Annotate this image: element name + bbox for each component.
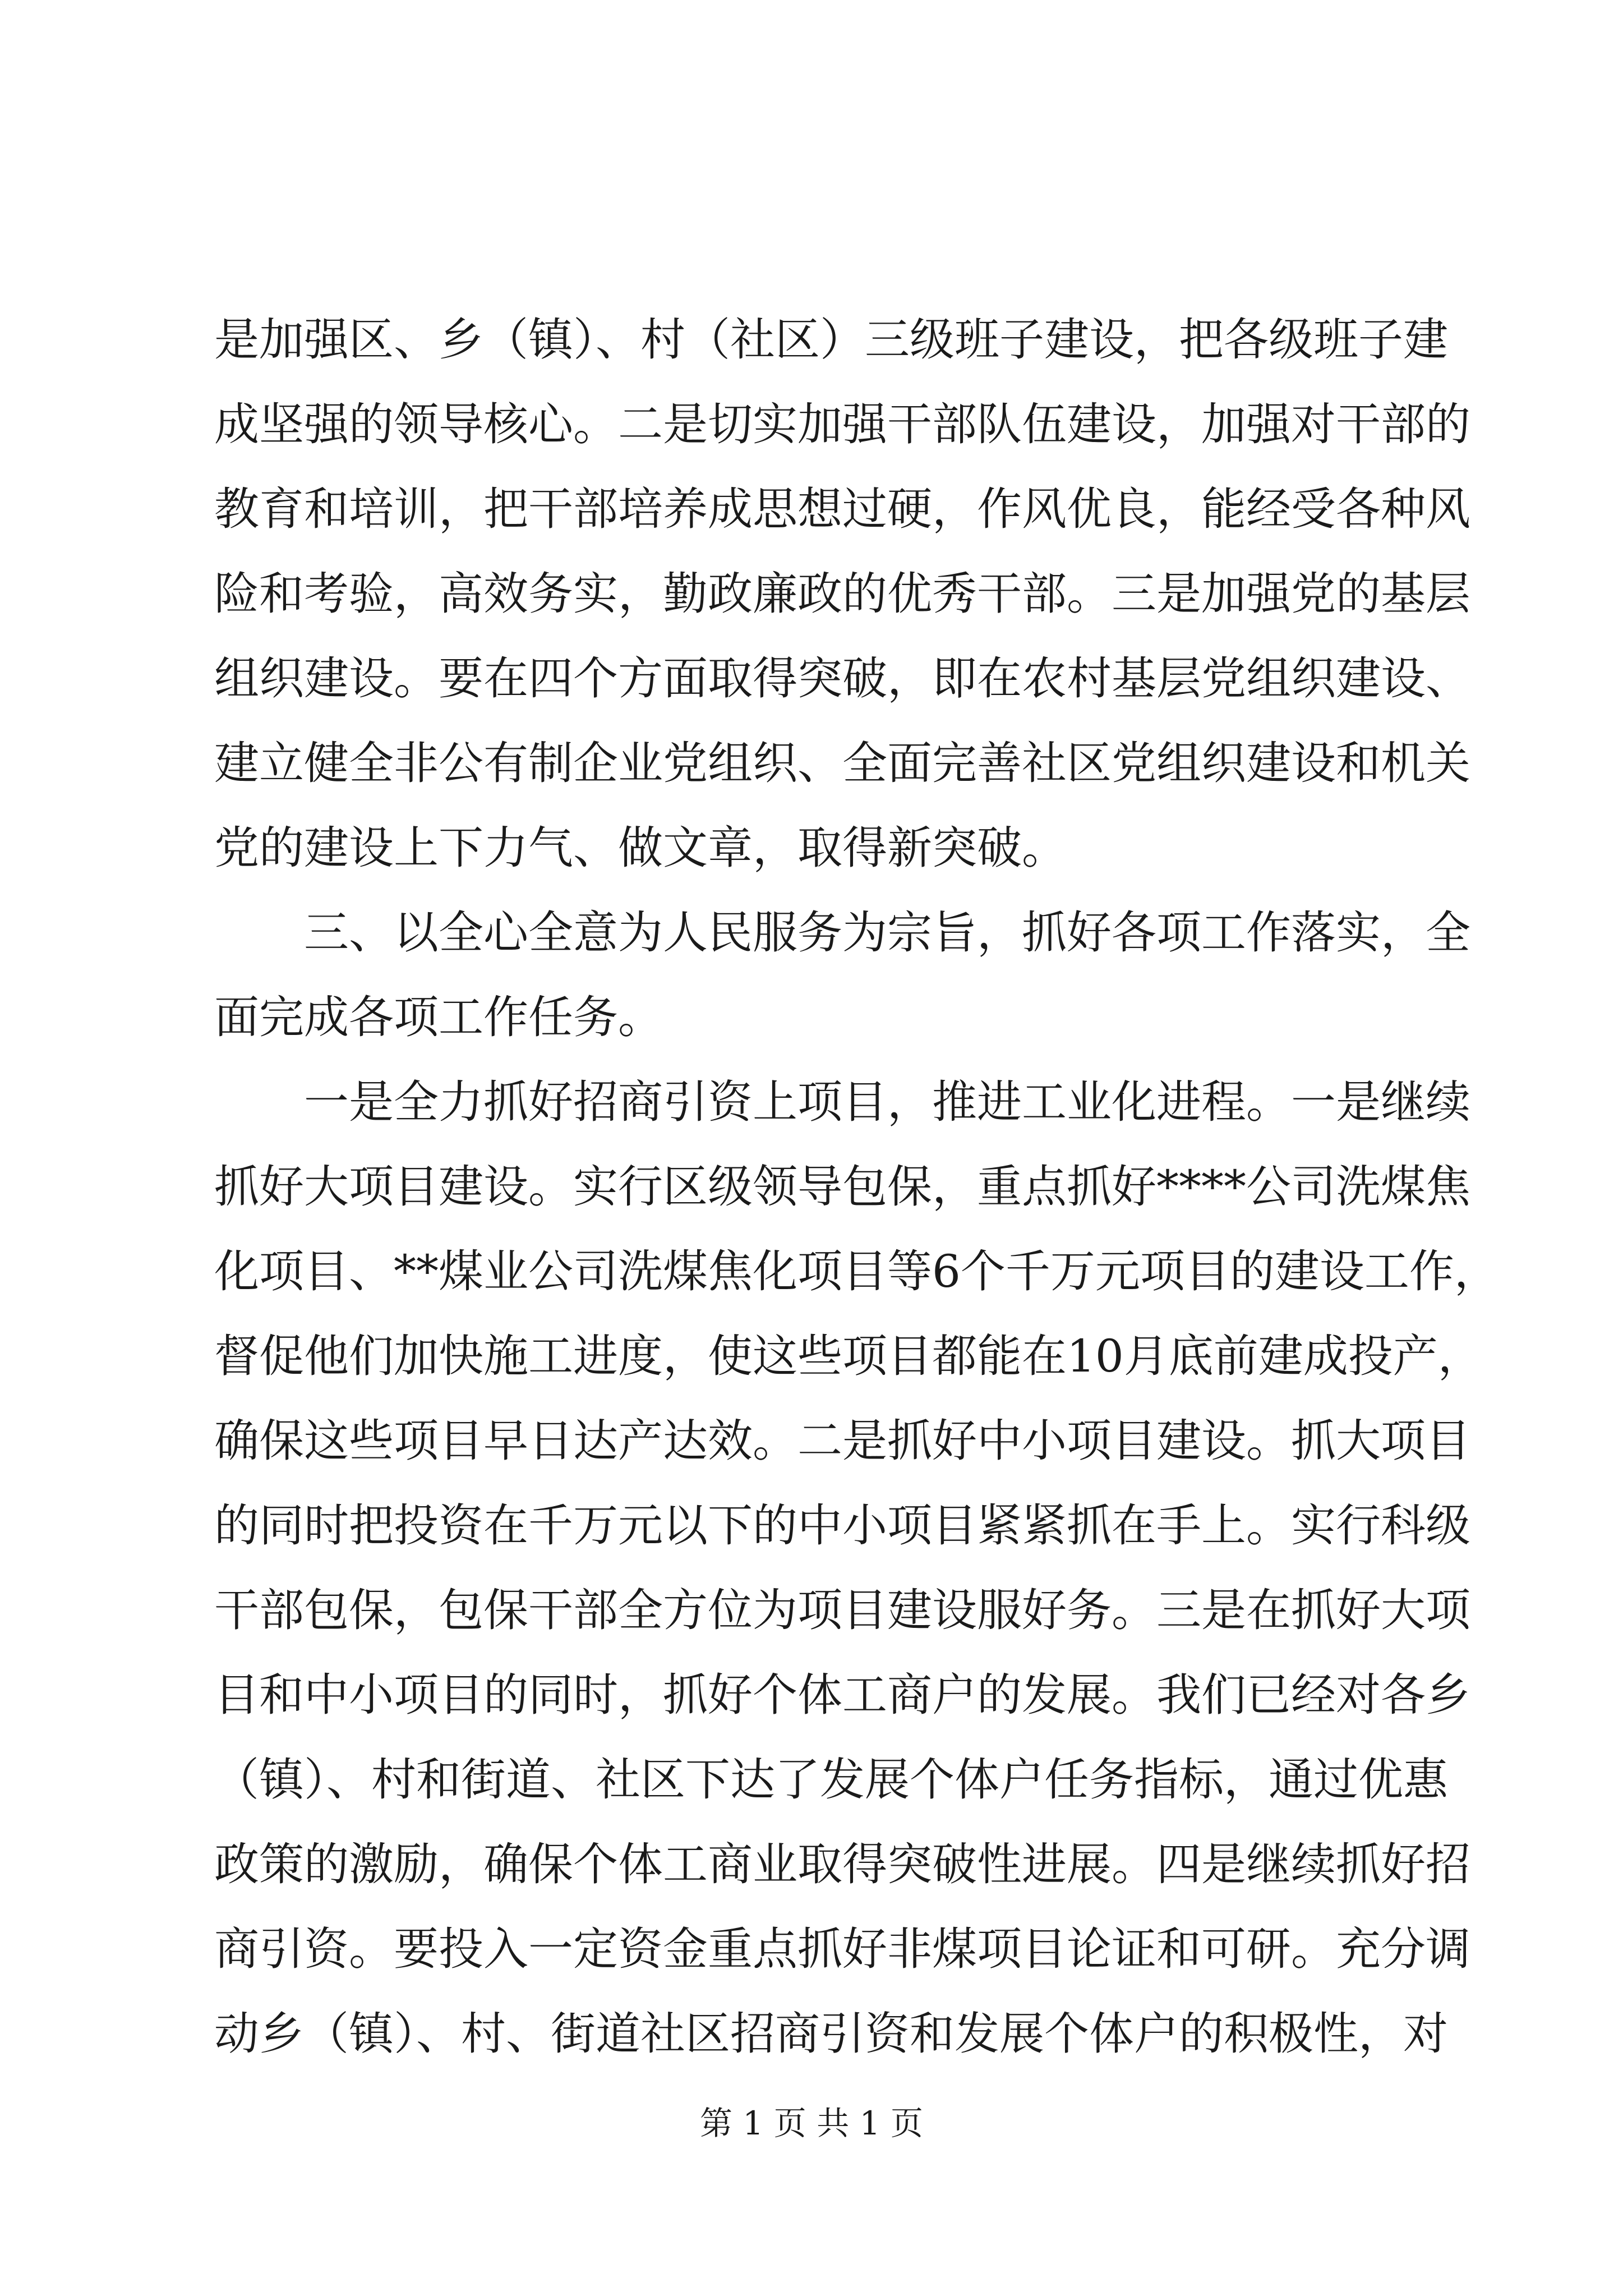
text-line: 党的建设上下力气、做文章，取得新突破。 [214, 822, 1067, 874]
page-footer: 第 1 页 共 1 页 [700, 2104, 923, 2142]
body-text [214, 297, 1499, 2076]
text-line: 干部包保，包保干部全方位为项目建设服好务。三是在抓好大项 [214, 1584, 1470, 1636]
text-line: 的同时把投资在千万元以下的中小项目紧紧抓在手上。实行科级 [214, 1499, 1470, 1552]
text-line: 动乡（镇）、村、街道社区招商引资和发展个体户的积极性，对 [214, 2008, 1448, 2060]
text-line: 险和考验，高效务实，勤政廉政的优秀干部。三是加强党的基层 [214, 568, 1470, 620]
text-line: 抓好大项目建设。实行区级领导包保，重点抓好****公司洗煤焦 [214, 1161, 1470, 1213]
text-line: 化项目、**煤业公司洗煤焦化项目等6个千万元项目的建设工作， [214, 1245, 1499, 1297]
text-line: 面完成各项工作任务。 [214, 991, 663, 1043]
text-line: 确保这些项目早日达产达效。二是抓好中小项目建设。抓大项目 [214, 1415, 1470, 1467]
text-line: 三、以全心全意为人民服务为宗旨，抓好各项工作落实，全 [214, 907, 1470, 959]
text-line: 是加强区、乡（镇）、村（社区）三级班子建设，把各级班子建 [214, 314, 1448, 366]
text-line: （镇）、村和街道、社区下达了发展个体户任务指标，通过优惠 [214, 1754, 1448, 1806]
text-line: 建立健全非公有制企业党组织、全面完善社区党组织建设和机关 [214, 737, 1470, 789]
text-line: 政策的激励，确保个体工商业取得突破性进展。四是继续抓好招 [214, 1838, 1470, 1890]
text-line: 目和中小项目的同时，抓好个体工商户的发展。我们已经对各乡 [214, 1669, 1470, 1721]
text-line: 组织建设。要在四个方面取得突破，即在农村基层党组织建设、 [214, 652, 1470, 705]
text-line: 教育和培训，把干部培养成思想过硬，作风优良，能经受各种风 [214, 483, 1470, 535]
text-line: 成坚强的领导核心。二是切实加强干部队伍建设，加强对干部的 [214, 398, 1470, 450]
text-line: 商引资。要投入一定资金重点抓好非煤项目论证和可研。充分调 [214, 1923, 1470, 1975]
text-line: 督促他们加快施工进度，使这些项目都能在10月底前建成投产， [214, 1330, 1483, 1382]
text-line: 一是全力抓好招商引资上项目，推进工业化进程。一是继续 [214, 1076, 1470, 1128]
